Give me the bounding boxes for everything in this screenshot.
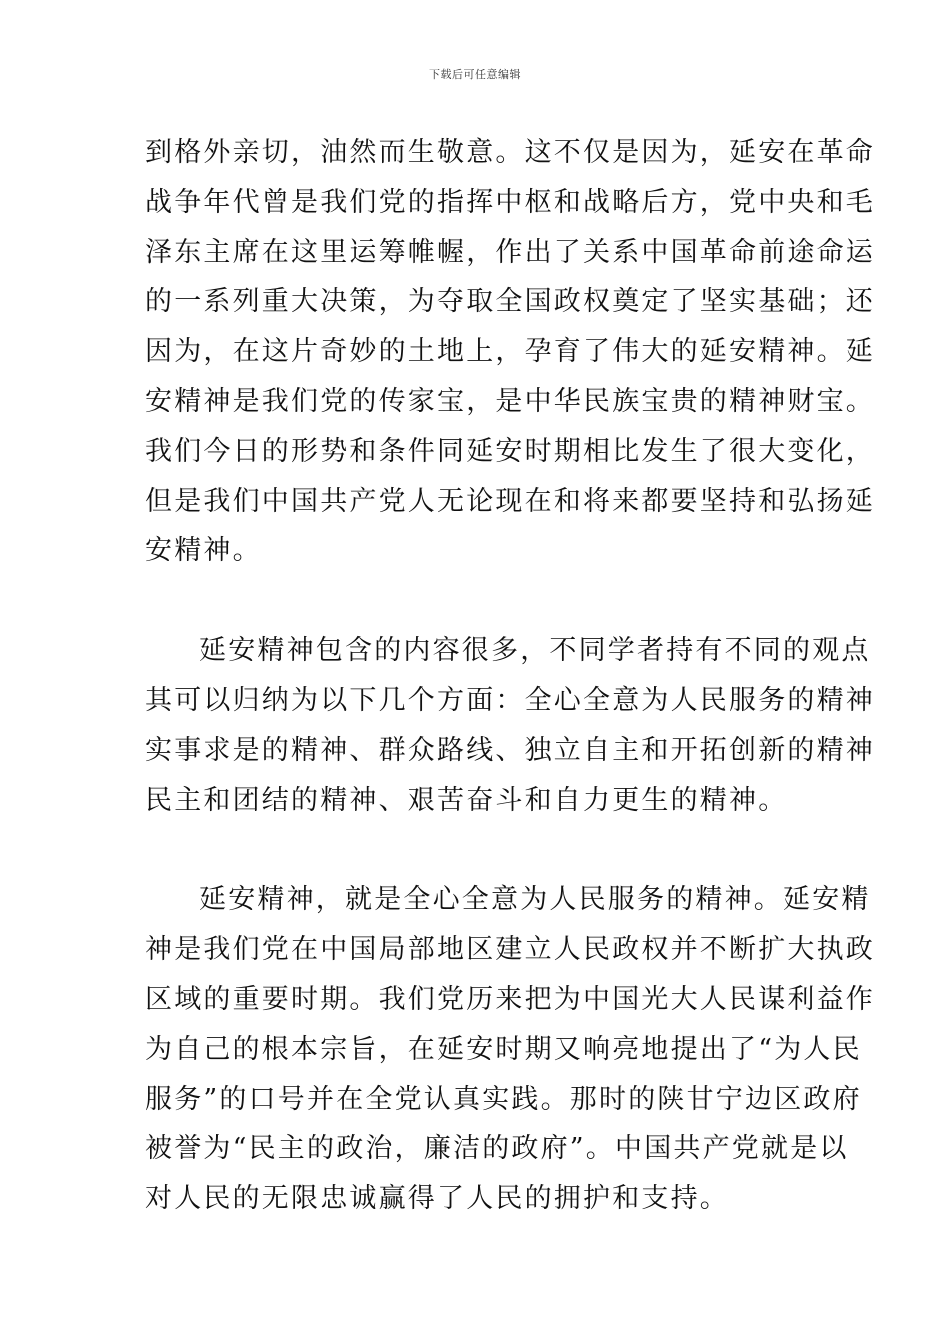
text-line: 区域的重要时期。我们党历来把为中国光大人民谋利益作 [145, 983, 875, 1015]
text-line: 为自己的根本宗旨，在延安时期又响亮地提出了“为人民 [145, 1033, 862, 1065]
paragraph-gap [145, 825, 813, 875]
text-line: 延安精神，就是全心全意为人民服务的精神。延安精 [199, 884, 871, 916]
text-line: 服务”的口号并在全党认真实践。那时的陕甘宁边区政府 [145, 1083, 862, 1115]
text-line: 神是我们党在中国局部地区建立人民政权并不断扩大执政 [145, 934, 875, 966]
text-line: 民主和团结的精神、艰苦奋斗和自力更生的精神。 [145, 784, 788, 816]
text-line: 的一系列重大决策，为夺取全国政权奠定了坚实基础；还 [145, 286, 875, 318]
paragraph-3 [145, 875, 875, 1224]
paragraph-gap [145, 576, 813, 626]
text-line: 实事求是的精神、群众路线、独立自主和开拓创新的精神 [145, 734, 875, 766]
page-header: 下载后可任意编辑 [429, 68, 521, 81]
text-line: 战争年代曾是我们党的指挥中枢和战略后方，党中央和毛 [145, 186, 875, 218]
text-line: 因为，在这片奇妙的土地上，孕育了伟大的延安精神。延 [145, 336, 875, 368]
paragraph-2 [145, 626, 875, 825]
text-line: 对人民的无限忠诚赢得了人民的拥护和支持。 [145, 1183, 729, 1215]
document-body [145, 128, 875, 1224]
text-line: 到格外亲切，油然而生敬意。这不仅是因为，延安在革命 [145, 137, 875, 168]
paragraph-1 [145, 128, 875, 576]
text-line: 延安精神包含的内容很多，不同学者持有不同的观点 [199, 635, 871, 667]
text-line: 我们今日的形势和条件同延安时期相比发生了很大变化， [145, 435, 875, 467]
text-line: 安精神。 [145, 535, 262, 567]
text-line: 被誉为“民主的政治，廉洁的政府”。中国共产党就是以 [145, 1133, 849, 1165]
text-line: 泽东主席在这里运筹帷幄，作出了关系中国革命前途命运 [145, 236, 875, 268]
text-line: 安精神是我们党的传家宝，是中华民族宝贵的精神财宝。 [145, 385, 875, 417]
text-line: 其可以归纳为以下几个方面：全心全意为人民服务的精神 [145, 684, 875, 716]
text-line: 但是我们中国共产党人无论现在和将来都要坚持和弘扬延 [145, 485, 875, 517]
